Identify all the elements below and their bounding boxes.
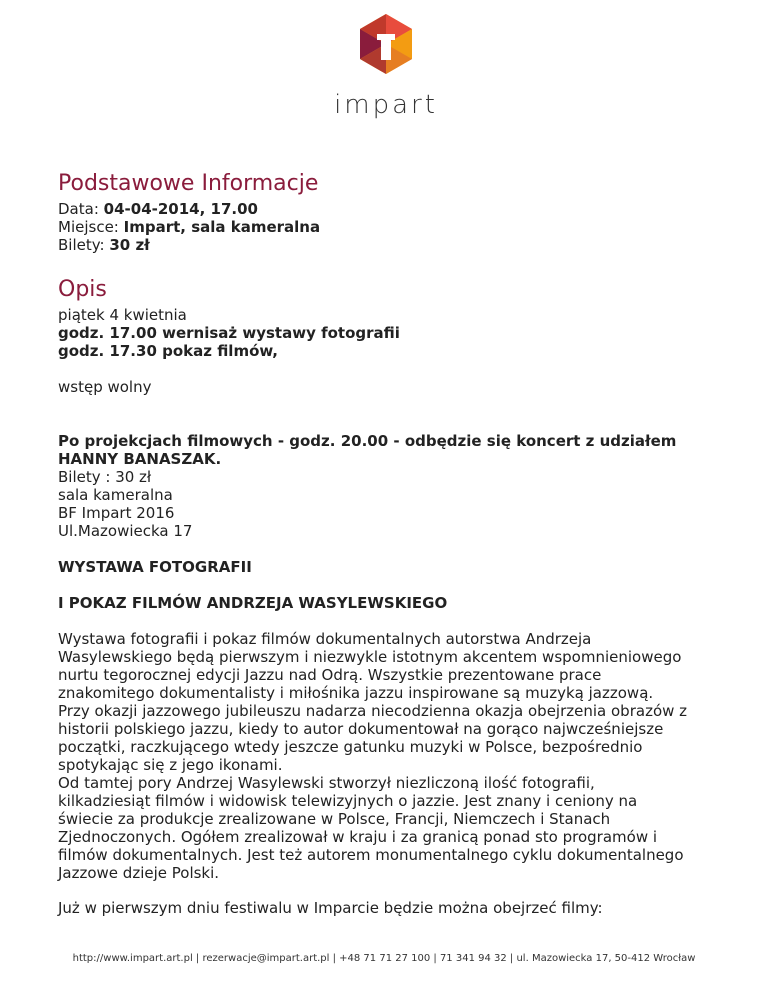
section-title-desc: Opis	[58, 277, 107, 302]
desc-line-free-entry: wstęp wolny	[58, 378, 152, 396]
body-line: filmów dokumentalnych. Jest też autorem monumentalnego cyklu dokumentalnego	[58, 846, 684, 864]
date-label: Data:	[58, 200, 99, 218]
exhibition-heading: WYSTAWA FOTOGRAFII	[58, 558, 252, 576]
place-value: Impart, sala kameralna	[123, 218, 321, 236]
date-value: 04-04-2014, 17.00	[103, 200, 258, 218]
concert-organizer: BF Impart 2016	[58, 504, 175, 522]
place-label: Miejsce:	[58, 218, 119, 236]
body-line: spotykając się z jego ikonami.	[58, 756, 283, 774]
body-line: Wasylewskiego będą pierwszym i niezwykle istotnym akcentem wspomnieniowego	[58, 648, 682, 666]
logo-wordmark: impart	[334, 90, 438, 120]
body-line: świecie za produkcje zrealizowane w Polsce, Francji, Niemczech i Stanach	[58, 810, 611, 828]
body-line: Przy okazji jazzowego jubileuszu nadarza niecodzienna okazja obejrzenia obrazów z	[58, 702, 688, 720]
body-line: Jazzowe dzieje Polski.	[58, 864, 220, 882]
body-line: kilkadziesiąt filmów i widowisk telewizyjnych o jazzie. Jest znany i ceniony na	[58, 792, 638, 810]
concert-line-2: HANNY BANASZAK.	[58, 450, 222, 468]
concert-venue: sala kameralna	[58, 486, 173, 504]
desc-line-date: piątek 4 kwietnia	[58, 306, 187, 324]
impart-logo-mark	[356, 12, 416, 84]
section-title-basic: Podstawowe Informacje	[58, 171, 319, 196]
main-content	[58, 170, 718, 917]
description-body	[58, 630, 718, 882]
body-line: Zjednoczonych. Ogółem zrealizował w kraju i za granicą ponad sto programów i	[58, 828, 658, 846]
body-line: początki, raczkującego wtedy jeszcze gatunku muzyki w Polsce, bezpośrednio	[58, 738, 643, 756]
date-row	[58, 200, 718, 218]
concert-address: Ul.Mazowiecka 17	[58, 522, 193, 540]
place-row	[58, 218, 718, 236]
concert-tickets: Bilety : 30 zł	[58, 468, 152, 486]
body-line: znakomitego dokumentalisty i miłośnika jazzu inspirowane są muzyką jazzową.	[58, 684, 654, 702]
desc-line-films: godz. 17.30 pokaz filmów,	[58, 342, 278, 360]
desc-line-vernissage: godz. 17.00 wernisaż wystawy fotografii	[58, 324, 400, 342]
tickets-value: 30 zł	[109, 236, 150, 254]
tickets-label: Bilety:	[58, 236, 105, 254]
body-line: Od tamtej pory Andrzej Wasylewski stworzył niezliczoną ilość fotografii,	[58, 774, 595, 792]
concert-line-1: Po projekcjach filmowych - godz. 20.00 - odbędzie się koncert z udziałem	[58, 432, 677, 450]
body-line: nurtu tegorocznej edycji Jazzu nad Odrą. Wszystkie prezentowane prace	[58, 666, 602, 684]
films-heading: I POKAZ FILMÓW ANDRZEJA WASYLEWSKIEGO	[58, 594, 448, 612]
impart-logo	[330, 12, 442, 120]
body-line: Wystawa fotografii i pokaz filmów dokumentalnych autorstwa Andrzeja	[58, 630, 592, 648]
closing-line: Już w pierwszym dniu festiwalu w Imparcie będzie można obejrzeć filmy:	[58, 899, 603, 917]
footer-contact: http://www.impart.art.pl | rezerwacje@impart.art.pl | +48 71 71 27 100 | 71 341 94 32 | ul. Mazowiecka 17, 50-412 Wrocław	[72, 953, 696, 964]
tickets-row	[58, 236, 718, 254]
body-line: historii polskiego jazzu, kiedy to autor dokumentował na gorąco najwcześniejsze	[58, 720, 664, 738]
